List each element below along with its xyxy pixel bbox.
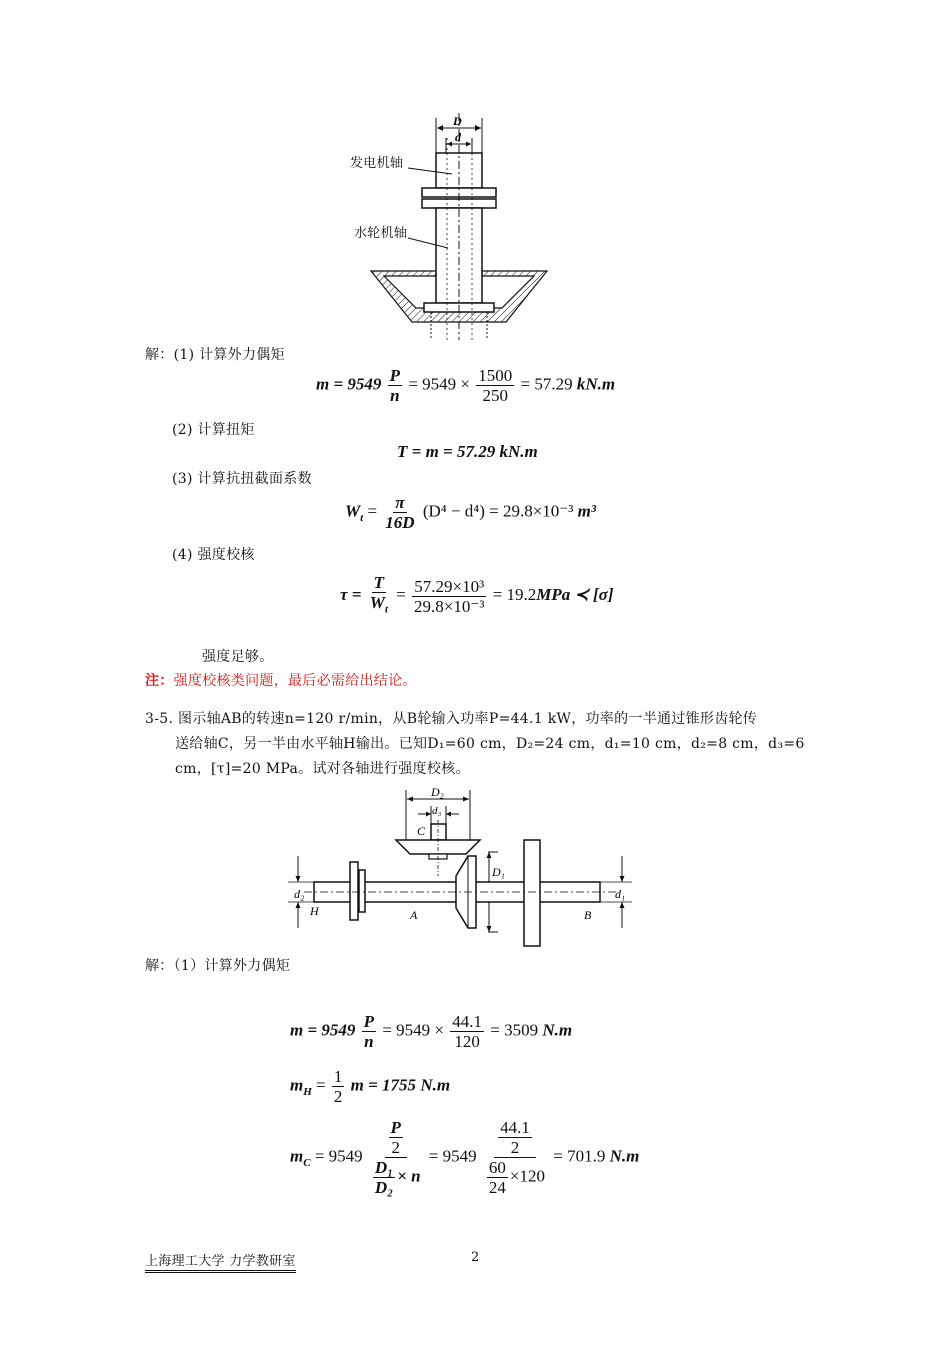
note-label: 注： [145,673,174,689]
solution-step3-heading: (3) 计算抗扭截面系数 [172,471,312,487]
dim-d1-label: d₁ [615,887,626,901]
equation-moment-mC: $m_C = 9549$ $\frac{P}{2}$ $\frac{\text{D₁}}{\text{D₂}}$ × n = 9549 $\frac{44.1}{2}$ $\frac{60}{24}$ ×120 = 701.9 N.m [290,1118,640,1197]
solution-step1-heading: 解：(1) 计算外力偶矩 [145,347,285,363]
problem-number: 3-5. [145,711,174,727]
equation-torque: T = m = 57.29 kN.m [397,442,538,461]
equation-section-modulus: $W_t$ = $\frac{\pi}{16D}$ (D⁴ − d⁴) = 29.8×10⁻³ m³ [345,493,596,532]
label-B: B [584,908,592,922]
eq-lhs: m = 9549 [316,374,382,394]
problem-line-1: 3-5. 图示轴AB的转速n=120 r/min，从B轮输入功率P=44.1 kW，功率的一半通过锥形齿轮传 [145,711,758,727]
dim-d3-label: d₃ [432,805,442,817]
page-number: 2 [471,1250,480,1265]
solution-step4-heading: (4) 强度校核 [172,547,255,563]
solution2-heading: 解：（1）计算外力偶矩 [145,958,291,974]
dim-d2-label: d₂ [294,887,305,901]
label-generator-shaft: 发电机轴 [350,156,404,171]
problem-line-3: cm，[τ]=20 MPa。试对各轴进行强度校核。 [175,761,470,777]
problem-line-2: 送给轴C，另一半由水平轴H输出。已知D₁=60 cm，D₂=24 cm，d₁=10 cm，d₂=8 cm，d₃=6 [175,736,805,752]
conclusion-text: 强度足够。 [202,649,274,665]
label-H: H [310,904,319,918]
dim-D-label: D [453,114,462,128]
label-A: A [410,908,418,922]
dim-D1-label: D₁ [492,865,505,879]
equation-torque-moment: m = 9549 $\frac{P}{n}$ = 9549 × $\frac{1500}{250}$ = 57.29 kN.m [316,366,616,405]
equation-moment-m: m = 9549 $\frac{P}{n}$ = 9549 × $\frac{44.1}{120}$ = 3509 N.m [290,1012,573,1051]
equation-moment-mH: $m_H$ = $\frac{1}{2}$ m = 1755 N.m [290,1067,451,1106]
label-C: C [417,824,426,838]
equation-shear-stress: τ = $\frac{T}{W_t}$ = $\frac{\text{57.29×10³}}{\text{29.8×10⁻³}}$ = 19.2MPa ≺ [σ] [340,573,614,616]
dim-D2-label: D₂ [431,785,444,799]
footer-institution: 上海理工大学 力学教研室 [145,1250,296,1273]
note-text: 强度校核类问题，最后必需给出结论。 [173,673,417,689]
label-turbine-shaft: 水轮机轴 [354,226,408,241]
dim-d-label: d [455,130,461,144]
note-line [145,670,417,690]
solution-step2-heading: (2) 计算扭矩 [172,422,255,438]
figure-gear-shaft [278,784,638,954]
